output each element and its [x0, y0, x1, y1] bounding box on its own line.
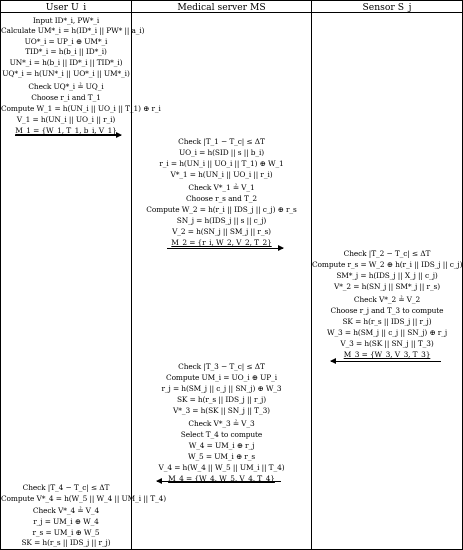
step-line: Compute r_s = W_2 ⊕ h(r_i || IDS_j || c_j) [312, 260, 463, 269]
step-line: V*_2 = h(SN_j || SM*_j || r_s) [333, 282, 441, 291]
step-line: Choose r_s and T_2 [186, 194, 257, 203]
step-line: V_4 = h(W_4 || W_5 || UM_i || T_4) [158, 463, 285, 472]
step-line: r_i = h(UN_i || UO_i || T_1) ⊕ W_1 [159, 159, 284, 168]
server-step1-steps [132, 137, 311, 247]
server-step2-steps [132, 362, 311, 483]
step-line: TID*_i = h(b_i || ID*_i) [25, 47, 107, 56]
step-line: UO_i = h(SID || s || b_i) [178, 148, 265, 157]
step-line: Check V*_1 ≟ V_1 [188, 183, 255, 192]
step-line: Compute W_1 = h(UN_i || UO_i || T_1) ⊕ r_i [1, 104, 161, 113]
step-line: Check |T_3 − T_c| ≤ ΔT [178, 362, 265, 371]
step-line: Check |T_1 − T_c| ≤ ΔT [178, 137, 265, 146]
user-login-steps [1, 16, 161, 136]
step-line: W_4 = UM_i ⊕ r_j [188, 441, 255, 450]
step-line: r_j = h(SM_j || c_j || SN_j) ⊕ W_3 [161, 384, 282, 393]
step-line: UO*_i = UP_i ⊕ UM*_i [24, 37, 108, 46]
step-line: Check V*_3 ≟ V_3 [188, 419, 255, 428]
step-line: Check |T_4 − T_c| ≤ ΔT [22, 483, 110, 492]
step-line: Check V*_2 ≟ V_2 [353, 295, 421, 304]
step-line: SK = h(r_s || IDS_j || r_j) [342, 317, 432, 326]
arrow-m2 [167, 246, 283, 252]
header-sensor: Sensor S_j [362, 2, 412, 13]
step-line: Check V*_4 ≟ V_4 [32, 506, 100, 515]
step-line: SN_j = h(IDS_j || s || c_j) [176, 216, 267, 225]
arrow-m1 [15, 133, 121, 139]
arrow-m3 [331, 359, 441, 365]
step-line: V_2 = h(SN_j || SM_j || r_s) [172, 227, 271, 236]
step-line: SK = h(r_s || IDS_j || r_j) [176, 395, 267, 404]
step-line: Choose r_j and T_3 to compute [330, 306, 444, 315]
step-line: UQ*_i = h(UN*_i || UO*_i || UM*_i) [2, 69, 130, 78]
header-user: User U_i [45, 2, 87, 13]
step-line: V*_3 = h(SK || SN_j || T_3) [173, 406, 270, 415]
message-m4: M_4 = {W_4, W_5, V_4, T_4} [168, 474, 275, 483]
step-line: V_3 = h(SK || SN_j || T_3) [340, 339, 434, 348]
message-m1: M_1 = {W_1, T_1, b_i, V_1} [15, 126, 117, 135]
step-line: Choose r_i and T_1 [31, 93, 101, 102]
step-line: W_3 = h(SM_j || c_j || SN_j) ⊕ r_j [326, 328, 448, 337]
step-line: Compute V*_4 = h(W_5 || W_4 || UM_i || T_4) [1, 494, 167, 503]
step-line: Calculate UM*_i = h(ID*_i || PW* || a_i) [1, 26, 145, 35]
header-server: Medical server MS [177, 2, 266, 13]
step-line: r_j = UM_i ⊕ W_4 [33, 517, 99, 526]
step-line: UN*_i = h(b_i || ID*_i || TID*_i) [9, 58, 123, 67]
step-line: Compute W_2 = h(r_i || IDS_j || c_j) ⊕ r_s [146, 205, 297, 214]
step-line: Check |T_2 − T_c| ≤ ΔT [343, 249, 431, 258]
step-line: Input ID*_i, PW*_i [32, 16, 100, 25]
message-m2: M_2 = {r_i, W_2, V_2, T_2} [171, 238, 272, 247]
sensor-steps [312, 249, 462, 359]
step-line: Check UQ*_i ≟ UQ_i [28, 82, 104, 91]
user-final-steps [1, 483, 167, 547]
step-line: r_s = UM_i ⊕ W_5 [32, 528, 100, 537]
step-line: SK = h(r_s || IDS_j || r_j) [21, 538, 111, 547]
message-m3: M_3 = {W_3, V_3, T_3} [343, 350, 431, 359]
arrow-m4 [157, 479, 281, 485]
step-line: V_1 = h(UN_i || UO_i || r_i) [16, 115, 116, 124]
step-line: W_5 = UM_i ⊕ r_s [187, 452, 256, 461]
step-line: Select T_4 to compute [180, 430, 263, 439]
step-line: V*_1 = h(UN_i || UO_i || r_i) [170, 170, 273, 179]
step-line: SM*_j = h(IDS_j || X_j || c_j) [336, 271, 438, 280]
step-line: Compute UM_i = UO_i ⊕ UP_i [166, 373, 277, 382]
